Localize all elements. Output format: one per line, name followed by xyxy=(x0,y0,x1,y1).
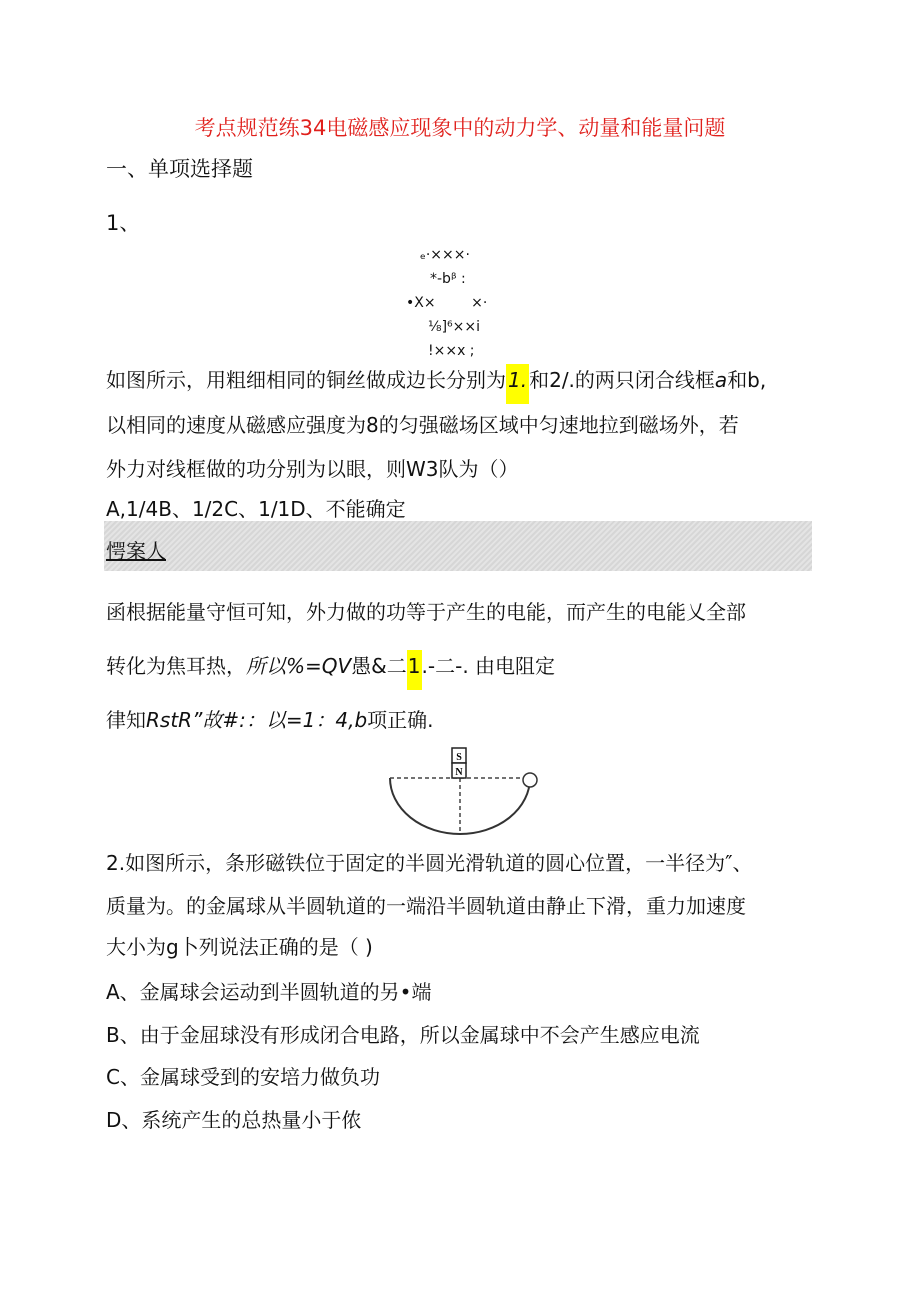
highlight: 1. xyxy=(506,364,529,404)
question-2-line-3: 大小为g卜列说法正确的是（ ) xyxy=(106,935,373,959)
question-1-line-2: 以相同的速度从磁感应强度为8的匀强磁场区域中匀速地拉到磁场外，若 xyxy=(106,413,739,437)
text: 项正确. xyxy=(367,708,434,732)
question-2-line-2: 质量为。的金属球从半圆轨道的一端沿半圆轨道由静止下滑，重力加速度 xyxy=(106,894,746,918)
question-2-option-a: A、金属球会运动到半圆轨道的另•端 xyxy=(106,980,432,1004)
text: 所以%=QV xyxy=(246,654,352,678)
highlight: 1 xyxy=(407,650,422,690)
metal-ball xyxy=(523,773,537,787)
text: a xyxy=(714,368,728,392)
magnet-s-label: S xyxy=(456,752,462,763)
figure-line: ⅛]⁶××i xyxy=(428,319,480,335)
figure-line: •X× ×· xyxy=(406,295,488,311)
text: .-二-. 由电阻定 xyxy=(421,654,556,678)
question-1-line-1 xyxy=(106,364,766,404)
section-heading: 一、单项选择题 xyxy=(106,157,253,181)
question-2-line-1: 2.如图所示，条形磁铁位于固定的半圆光滑轨道的圆心位置，一半径为″、 xyxy=(106,851,753,875)
text: 和b, xyxy=(727,368,767,392)
explanation-line-3 xyxy=(106,704,434,733)
magnet-n-label: N xyxy=(455,767,463,778)
question-1-figure xyxy=(406,243,488,363)
question-1-number: 1、 xyxy=(106,211,141,235)
text: 愚&二 xyxy=(351,654,407,678)
figure-line: *-bᵝ : xyxy=(430,271,466,287)
explanation-line-2 xyxy=(106,650,555,690)
question-1-options: A,1/4B、1/2C、1/1D、不能确定 xyxy=(106,497,406,521)
question-2-option-b: B、由于金屈球没有形成闭合电路，所以金属球中不会产生感应电流 xyxy=(106,1023,700,1047)
question-2-option-d: D、系统产生的总热量小于侬 xyxy=(106,1108,362,1132)
answer-label: 愕案人 xyxy=(106,539,166,563)
answer-bar xyxy=(104,521,812,571)
explanation-line-1: 函根据能量守恒可知，外力做的功等于产生的电能，而产生的电能乂全部 xyxy=(106,600,746,624)
text: RstR”故#:：以=1：4,b xyxy=(146,708,368,732)
figure-line: ₑ·×××· xyxy=(420,247,470,263)
question-2-option-c: C、金属球受到的安培力做负功 xyxy=(106,1065,380,1089)
page-title: 考点规范练34电磁感应现象中的动力学、动量和能量问题 xyxy=(194,116,726,140)
text: 律知 xyxy=(106,708,146,732)
text: 和2/.的两只闭合线框 xyxy=(529,368,715,392)
semicircle-track-figure xyxy=(380,744,540,836)
figure-line: !××x ; xyxy=(428,343,475,359)
text: 如图所示，用粗细相同的铜丝做成边长分别为 xyxy=(106,368,506,392)
text: 转化为焦耳热， xyxy=(106,654,246,678)
question-1-line-3: 外力对线框做的功分别为以眼，则W3队为（） xyxy=(106,457,519,481)
